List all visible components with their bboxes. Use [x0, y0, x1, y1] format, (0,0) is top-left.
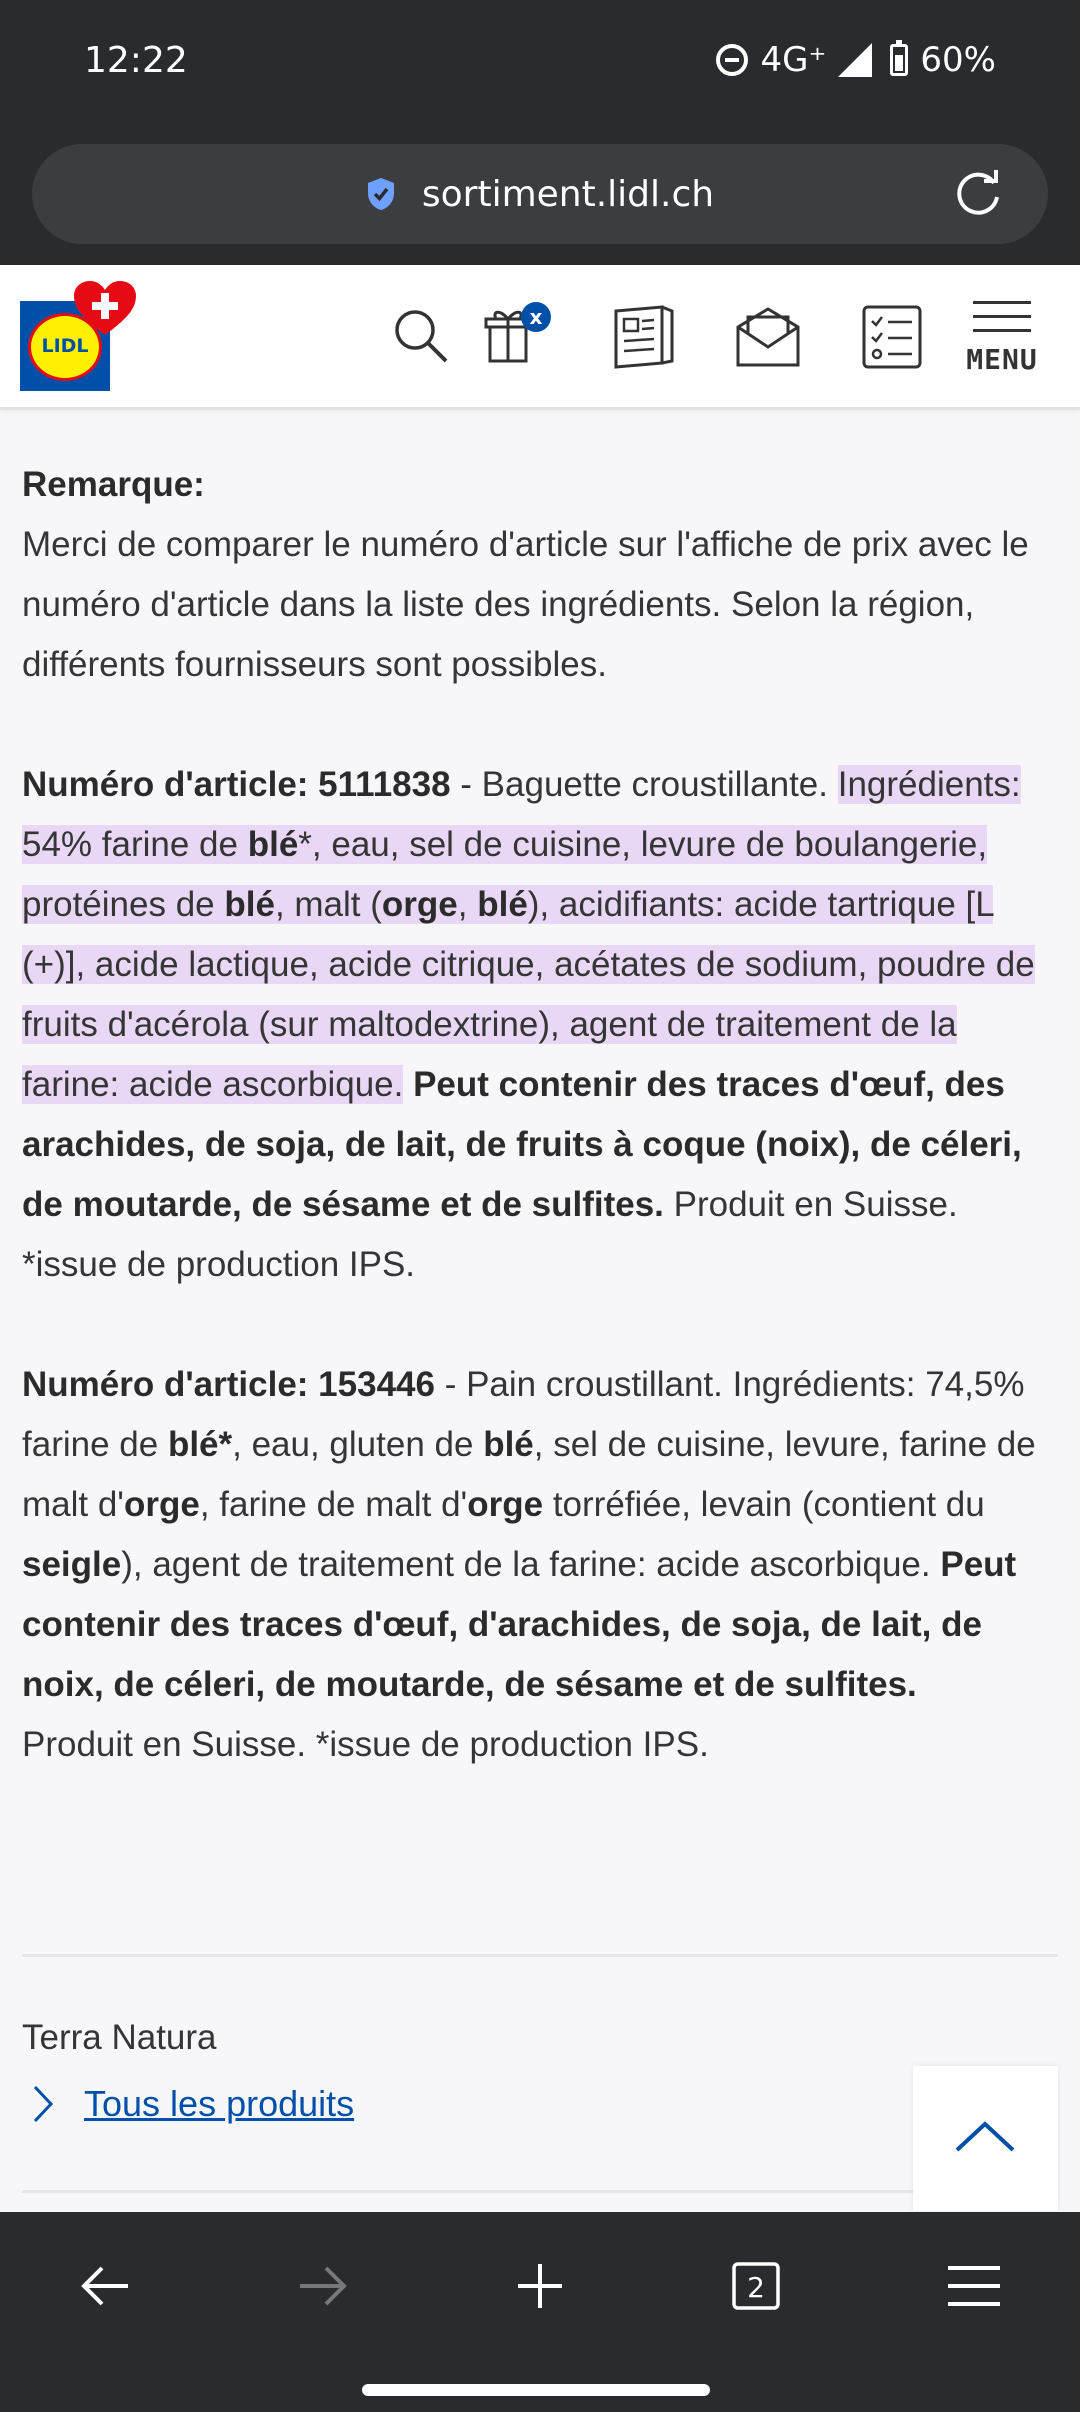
network-type: 4G⁺	[760, 40, 827, 80]
divider	[22, 2190, 1058, 2193]
battery-icon	[890, 44, 908, 76]
all-products-link[interactable]: Tous les produits	[84, 2083, 355, 2124]
status-time: 12:22	[84, 40, 188, 81]
remark-label: Remarque:	[22, 465, 205, 504]
remark-text: Merci de comparer le numéro d'article sur l'affiche de prix avec le numéro d'article dans la liste des ingrédients. Selon la région, différents fournisseurs sont possibles.	[22, 525, 1029, 684]
new-tab-plus-icon[interactable]	[510, 2256, 570, 2316]
divider	[22, 1954, 1058, 1957]
signal-icon	[838, 43, 872, 77]
scroll-to-top-button[interactable]	[913, 2066, 1058, 2211]
url-text: sortiment.lidl.ch	[421, 173, 715, 215]
browser-toolbar	[0, 130, 1080, 265]
article-1-origin: Produit en Suisse. *issue de production IPS.	[22, 1185, 958, 1284]
logo-text: LIDL	[41, 335, 89, 357]
menu-button[interactable]	[952, 301, 1052, 376]
swiss-heart-icon	[72, 279, 138, 337]
gesture-home-bar[interactable]	[362, 2384, 710, 2396]
article-2-traces: Peut contenir des traces d'œuf, d'arachides, de soja, de lait, de noix, de céleri, de moutarde, de sésame et de sulfites.	[22, 1545, 1017, 1704]
chevron-up-icon	[955, 2120, 1015, 2154]
newsletter-icon[interactable]	[728, 297, 808, 377]
article-1-traces: Peut contenir des traces d'œuf, des arachides, de soja, de lait, de fruits à coque (noix), de céleri, de moutarde, de sésame et de sulfites.	[22, 1065, 1022, 1224]
article-1-paragraph: Numéro d'article: 5111838 - Baguette croustillante. Ingrédients: 54% farine de blé*, eau, sel de cuisine, levure de boulangerie, protéines de blé, malt (orge, blé), acidifiants: acide tartrique [L (+)], acide lactique, acide citrique, acétates de sodium, poudre de fruits d'acérola (sur maltodextrine), agent de traitement de la farine: acide ascorbique. Peut contenir des traces d'œuf, des arachides, de soja, de lait, de fruits à coque (noix), de céleri, de moutarde, de sésame et de sulfites. Produit en Suisse. *issue de production IPS.	[22, 765, 1035, 1284]
reload-icon[interactable]	[954, 169, 1004, 219]
browser-bottom-nav	[0, 2212, 1080, 2412]
menu-label: MENU	[966, 343, 1038, 376]
tab-count: 2	[747, 2271, 765, 2304]
hamburger-icon	[973, 301, 1031, 333]
product-info	[22, 455, 1062, 1835]
brand-name: Terra Natura	[22, 2018, 217, 2057]
forward-arrow-icon[interactable]	[292, 2256, 352, 2316]
article-1-number: Numéro d'article: 5111838	[22, 765, 451, 804]
article-2-origin: Produit en Suisse. *issue de production IPS.	[22, 1725, 709, 1764]
battery-level: 60%	[920, 40, 996, 80]
article-2-paragraph: Numéro d'article: 153446 - Pain croustillant. Ingrédients: 74,5% farine de blé*, eau, gluten de blé, sel de cuisine, levure, farine de malt d'orge, farine de malt d'orge torréfiée, levain (contient du seigle), agent de traitement de la farine: acide ascorbique. Peut contenir des traces d'œuf, d'arachides, de soja, de lait, de noix, de céleri, de moutarde, de sésame et de sulfites. Produit en Suisse. *issue de production IPS.	[22, 1365, 1036, 1764]
lidl-logo[interactable]	[20, 301, 110, 391]
back-arrow-icon[interactable]	[76, 2256, 136, 2316]
tabs-counter-icon[interactable]	[726, 2256, 786, 2316]
site-header	[0, 265, 1080, 410]
do-not-disturb-icon	[716, 44, 748, 76]
secure-shield-icon	[366, 177, 396, 211]
brochure-icon[interactable]	[604, 297, 684, 377]
search-icon[interactable]	[382, 297, 462, 377]
browser-menu-icon[interactable]	[944, 2256, 1004, 2316]
address-bar[interactable]	[32, 144, 1048, 244]
remark-paragraph	[22, 455, 1062, 695]
article-2-number: Numéro d'article: 153446	[22, 1365, 435, 1404]
highlighted-ingredients: Ingrédients: 54% farine de blé*, eau, sel de cuisine, levure de boulangerie, protéines de blé, malt (orge, blé), acidifiants: acide tartrique [L (+)], acide lactique, acide citrique, acétates de sodium, poudre de fruits d'acérola (sur maltodextrine), agent de traitement de la farine: acide ascorbique.	[22, 765, 1035, 1104]
status-bar	[0, 0, 1080, 130]
offers-badge: x	[529, 305, 543, 329]
chevron-right-icon	[32, 2084, 54, 2124]
offers-gift-icon[interactable]	[478, 297, 558, 377]
status-icons	[716, 40, 996, 80]
all-products-row[interactable]	[22, 2083, 354, 2125]
shopping-list-icon[interactable]	[852, 297, 932, 377]
